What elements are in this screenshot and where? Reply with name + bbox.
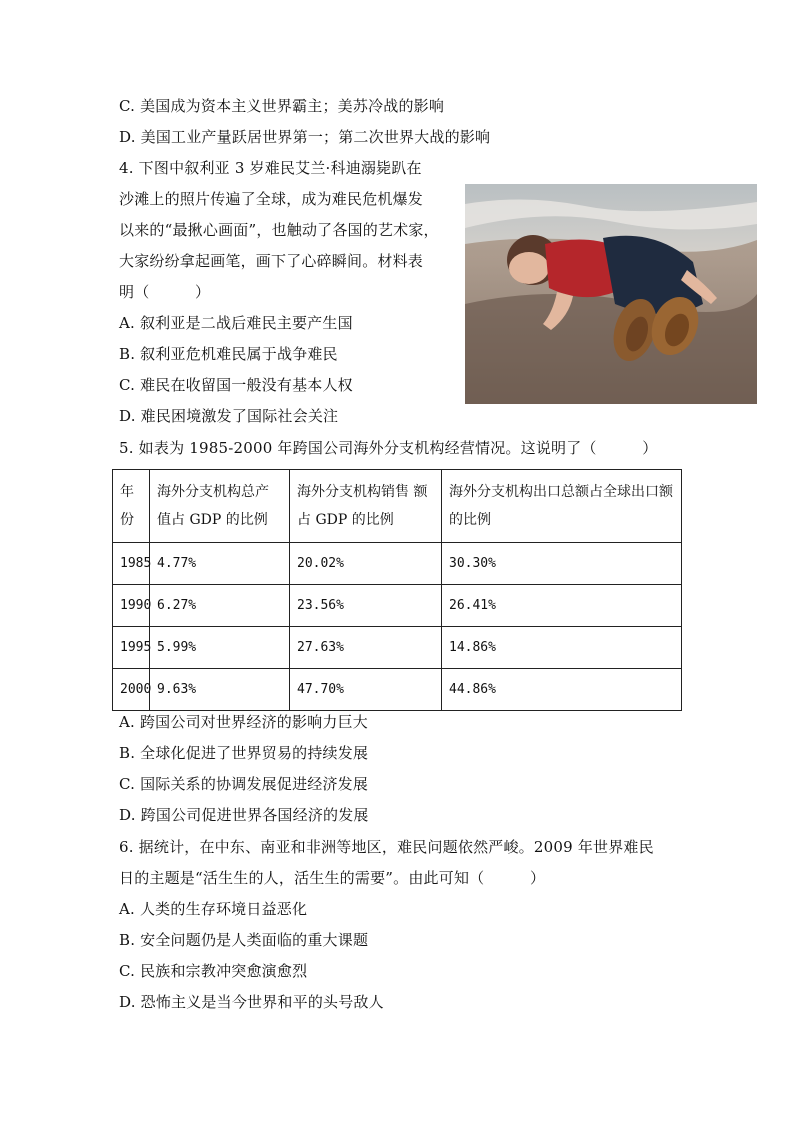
- option-d-prev: D. 美国工业产量跃居世界第一；第二次世界大战的影响: [119, 128, 491, 146]
- table-cell: 27.63%: [290, 627, 442, 669]
- q5-option-d: D. 跨国公司促进世界各国经济的发展: [119, 806, 369, 824]
- table-row: [113, 543, 682, 585]
- table-cell: 23.56%: [290, 585, 442, 627]
- table-cell: 9.63%: [150, 669, 290, 711]
- q4-stem-line-3: 以来的“最揪心画面”，也触动了各国的艺术家，: [119, 221, 439, 239]
- q6-stem-line-2: 日的主题是“活生生的人，活生生的需要”。由此可知（ ）: [119, 869, 546, 887]
- table-cell: 47.70%: [290, 669, 442, 711]
- q6-option-d: D. 恐怖主义是当今世界和平的头号敌人: [119, 993, 384, 1011]
- table-cell: 2000: [113, 669, 150, 711]
- table-cell: 44.86%: [442, 669, 682, 711]
- beach-photo: [465, 184, 757, 404]
- q4-option-a: A. 叙利亚是二战后难民主要产生国: [119, 314, 353, 332]
- multinational-table: [112, 469, 682, 711]
- q4-stem-line-1: 4. 下图中叙利亚 3 岁难民艾兰·科迪溺毙趴在: [119, 159, 422, 177]
- table-row: [113, 585, 682, 627]
- table-header-output-ratio: 海外分支机构总产值占 GDP 的比例: [150, 470, 290, 543]
- q4-option-b: B. 叙利亚危机难民属于战争难民: [119, 345, 338, 363]
- table-header-row: [113, 470, 682, 543]
- table-cell: 1995: [113, 627, 150, 669]
- table-row: [113, 669, 682, 711]
- table-cell: 6.27%: [150, 585, 290, 627]
- q5-stem: 5. 如表为 1985-2000 年跨国公司海外分支机构经营情况。这说明了（ ）: [119, 439, 658, 457]
- table-header-year: 年份: [113, 470, 150, 543]
- q6-option-c: C. 民族和宗教冲突愈演愈烈: [119, 962, 308, 980]
- q4-stem-line-5: 明（ ）: [119, 283, 211, 301]
- q5-option-a: A. 跨国公司对世界经济的影响力巨大: [119, 713, 368, 731]
- table-cell: 5.99%: [150, 627, 290, 669]
- table-row: [113, 627, 682, 669]
- q6-option-a: A. 人类的生存环境日益恶化: [119, 900, 308, 918]
- table-cell: 1990: [113, 585, 150, 627]
- beach-photo-illustration: [465, 184, 757, 404]
- table-header-sales-ratio: 海外分支机构销售 额占 GDP 的比例: [290, 470, 442, 543]
- option-c-prev: C. 美国成为资本主义世界霸主；美苏冷战的影响: [119, 97, 445, 115]
- q4-option-c: C. 难民在收留国一般没有基本人权: [119, 376, 353, 394]
- table-cell: 20.02%: [290, 543, 442, 585]
- table-header-export-ratio: 海外分支机构出口总额占全球出口额的比例: [442, 470, 682, 543]
- table-cell: 1985: [113, 543, 150, 585]
- q6-option-b: B. 安全问题仍是人类面临的重大课题: [119, 931, 369, 949]
- table-cell: 26.41%: [442, 585, 682, 627]
- q6-stem-line-1: 6. 据统计，在中东、南亚和非洲等地区，难民问题依然严峻。2009 年世界难民: [119, 838, 654, 856]
- table-cell: 30.30%: [442, 543, 682, 585]
- table-cell: 4.77%: [150, 543, 290, 585]
- q4-option-d: D. 难民困境激发了国际社会关注: [119, 407, 339, 425]
- table-cell: 14.86%: [442, 627, 682, 669]
- q5-option-c: C. 国际关系的协调发展促进经济发展: [119, 775, 369, 793]
- q4-stem-line-2: 沙滩上的照片传遍了全球，成为难民危机爆发: [119, 190, 424, 208]
- q4-stem-line-4: 大家纷纷拿起画笔，画下了心碎瞬间。材料表: [119, 252, 424, 270]
- q5-option-b: B. 全球化促进了世界贸易的持续发展: [119, 744, 369, 762]
